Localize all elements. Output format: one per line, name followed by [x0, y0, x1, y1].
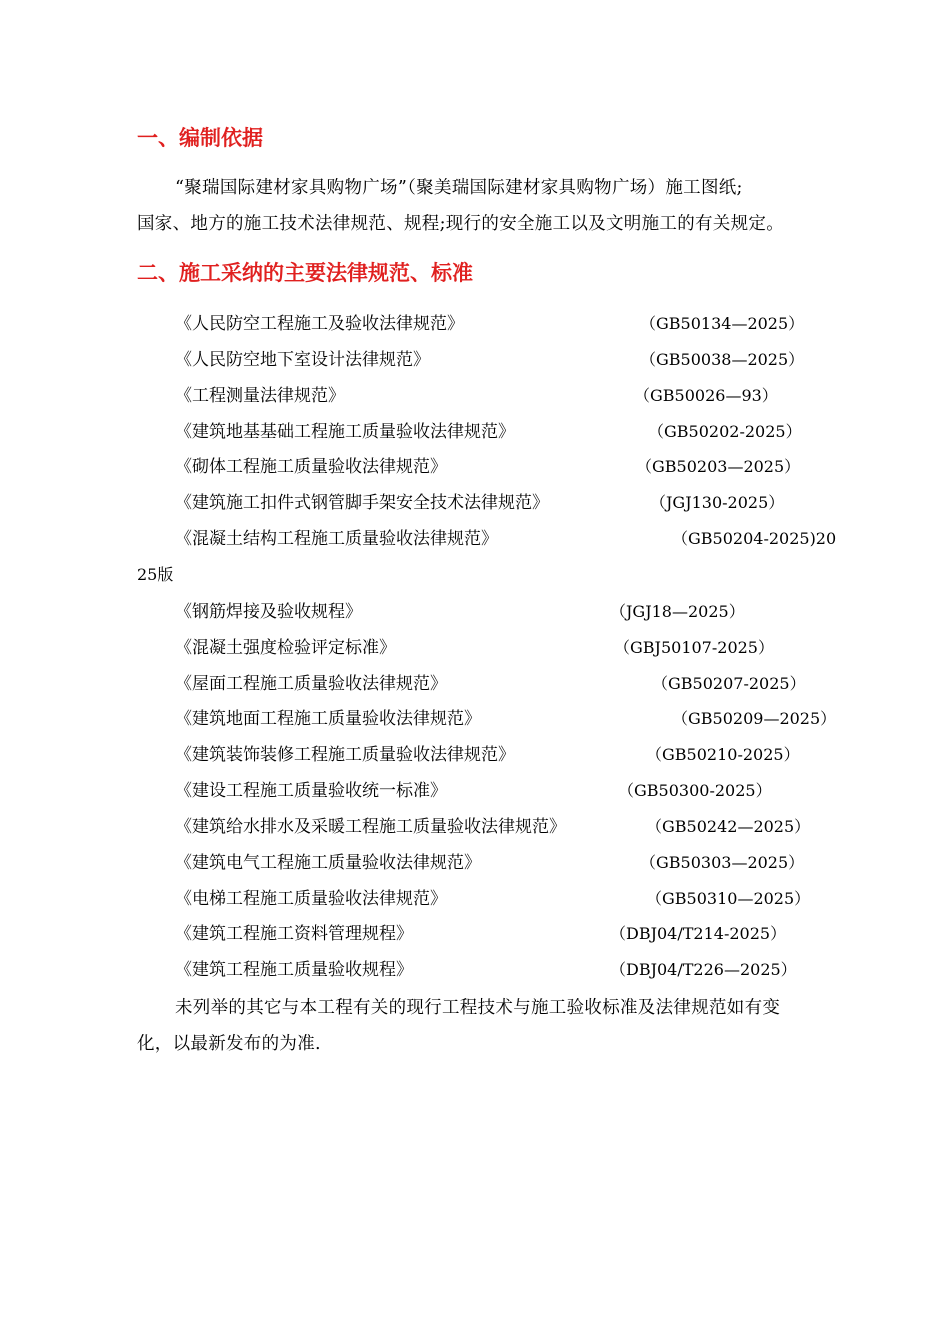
standard-name: 《屋面工程施工质量验收法律规范》	[175, 674, 447, 694]
section-1-paragraph	[137, 170, 837, 242]
standard-code: （JGJ18—2025）	[610, 602, 745, 621]
standard-code-wrap: 25版	[137, 565, 174, 584]
standard-name: 《砌体工程施工质量验收法律规范》	[175, 457, 447, 477]
section-2-heading: 二、施工采纳的主要法律规范、标准	[137, 261, 473, 285]
standard-name: 《电梯工程施工质量验收法律规范》	[175, 889, 447, 909]
section-1-line-1: “聚瑞国际建材家具购物广场”（聚美瑞国际建材家具购物广场）施工图纸;	[175, 178, 743, 198]
standard-name: 《建筑工程施工资料管理规程》	[175, 924, 413, 944]
standard-name: 《建筑电气工程施工质量验收法律规范》	[175, 853, 481, 873]
standard-name: 《钢筋焊接及验收规程》	[175, 602, 362, 622]
standard-code: （GB50202-2025）	[648, 422, 802, 441]
standard-name: 《建筑装饰装修工程施工质量验收法律规范》	[175, 745, 515, 765]
closing-line-2: 化，以最新发布的为准.	[137, 1034, 321, 1054]
standard-code: （GB50134—2025）	[640, 314, 805, 333]
standard-code: （DBJ04/T214-2025）	[610, 924, 787, 943]
standard-code: （GB50210-2025）	[646, 745, 800, 764]
standard-name: 《混凝土结构工程施工质量验收法律规范》	[175, 529, 498, 549]
standard-code: （GB50038—2025）	[640, 350, 805, 369]
standard-code: （GB50300-2025）	[618, 781, 772, 800]
section-1-line-2: 国家、地方的施工技术法律规范、规程;现行的安全施工以及文明施工的有关规定。	[137, 214, 784, 234]
closing-line-1: 未列举的其它与本工程有关的现行工程技术与施工验收标准及法律规范如有变	[175, 998, 781, 1018]
standard-name: 《建筑工程施工质量验收规程》	[175, 960, 413, 980]
standard-name: 《建筑地面工程施工质量验收法律规范》	[175, 709, 481, 729]
standard-code: （GB50303—2025）	[640, 853, 805, 872]
standard-code: （DBJ04/T226—2025）	[610, 960, 797, 979]
standard-name: 《工程测量法律规范》	[175, 386, 345, 406]
closing-paragraph	[137, 990, 837, 1062]
standard-code: （GB50207-2025）	[652, 674, 806, 693]
standard-code: （GB50204-2025)20	[672, 529, 837, 548]
standard-name: 《建筑给水排水及采暖工程施工质量验收法律规范》	[175, 817, 566, 837]
standard-code: （GB50310—2025）	[646, 889, 811, 908]
standard-name: 《人民防空工程施工及验收法律规范》	[175, 314, 464, 334]
standard-name: 《人民防空地下室设计法律规范》	[175, 350, 430, 370]
section-1-heading: 一、编制依据	[137, 126, 263, 150]
standard-name: 《建筑施工扣件式钢管脚手架安全技术法律规范》	[175, 493, 549, 513]
standard-name: 《建筑地基基础工程施工质量验收法律规范》	[175, 422, 515, 442]
standard-code: （GB50209—2025）	[672, 709, 837, 728]
standard-name: 《混凝土强度检验评定标准》	[175, 638, 396, 658]
standard-code: （GBJ50107-2025）	[614, 638, 774, 657]
standard-code: （GB50026—93）	[634, 386, 778, 405]
standard-code: （JGJ130-2025）	[650, 493, 785, 512]
standard-code: （GB50203—2025）	[636, 457, 801, 476]
standard-code: （GB50242—2025）	[646, 817, 811, 836]
standard-name: 《建设工程施工质量验收统一标准》	[175, 781, 447, 801]
